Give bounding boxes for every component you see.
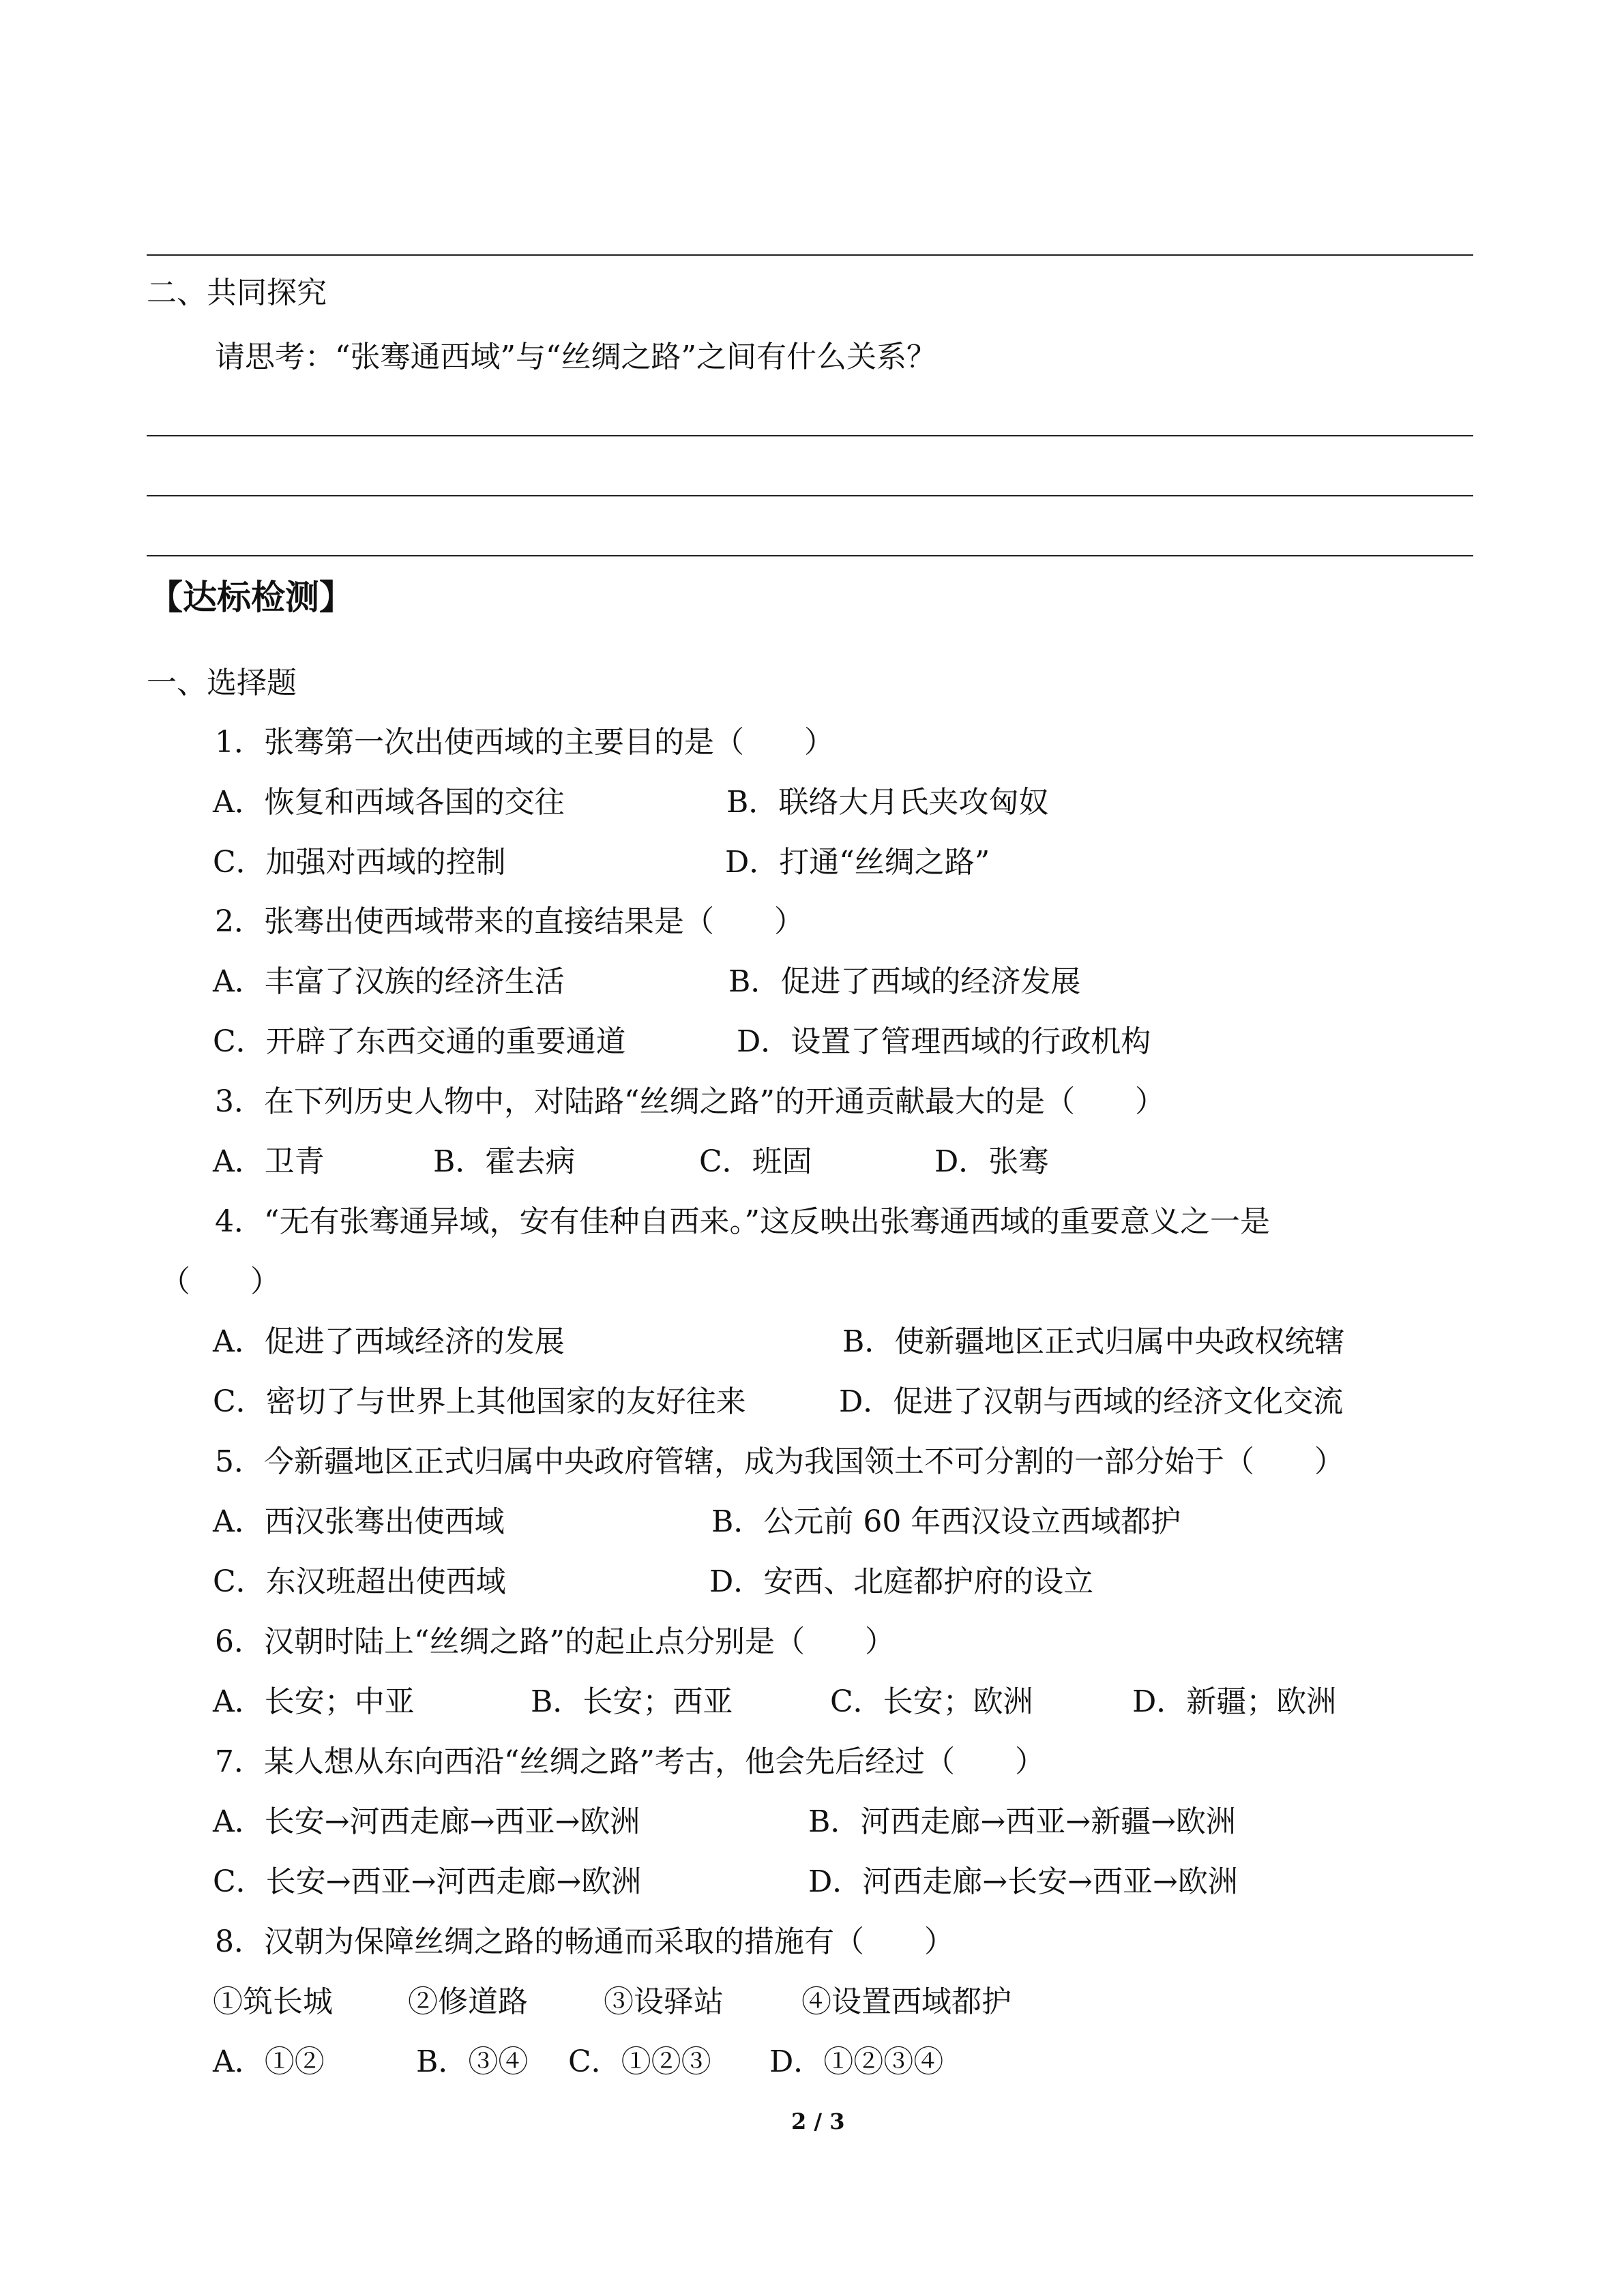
option: A．丰富了汉族的经济生活 [213, 964, 565, 999]
option: B．促进了西域的经济发展 [728, 964, 1081, 999]
question-stem: 1．张骞第一次出使西域的主要目的是（ ） [215, 725, 834, 760]
answer-line [147, 555, 1473, 556]
option: B．联络大月氏夹攻匈奴 [726, 785, 1049, 820]
question-stem: 7．某人想从东向西沿“丝绸之路”考古，他会先后经过（ ） [215, 1744, 1045, 1779]
measure-item: ④设置西域都护 [801, 1984, 1012, 2019]
answer-line [147, 254, 1473, 256]
question-stem: 4．“无有张骞通异域，安有佳种自西来。”这反映出张骞通西域的重要意义之一是 [215, 1204, 1270, 1239]
check-heading: 【达标检测】 [149, 578, 353, 617]
question-stem-continued: （ ） [160, 1264, 280, 1299]
question-stem: 5．今新疆地区正式归属中央政府管辖，成为我国领土不可分割的一部分始于（ ） [215, 1444, 1344, 1479]
option: D．打通“丝绸之路” [725, 845, 990, 880]
answer-line [147, 435, 1473, 436]
option: D．①②③④ [769, 2044, 944, 2079]
option: D．河西走廊→长安→西亚→欧洲 [808, 1864, 1238, 1899]
part-title: 一、选择题 [147, 666, 297, 700]
option: A．恢复和西域各国的交往 [213, 785, 565, 820]
option: D．设置了管理西域的行政机构 [737, 1024, 1151, 1059]
question-stem: 3．在下列历史人物中，对陆路“丝绸之路”的开通贡献最大的是（ ） [215, 1084, 1165, 1119]
option: D．促进了汉朝与西域的经济文化交流 [839, 1384, 1344, 1419]
option: B．③④ [416, 2044, 529, 2079]
option: D．新疆；欧洲 [1132, 1684, 1337, 1719]
question-stem: 6．汉朝时陆上“丝绸之路”的起止点分别是（ ） [215, 1624, 895, 1659]
option: A．长安；中亚 [213, 1684, 415, 1719]
option: C．①②③ [568, 2044, 711, 2079]
discussion-prompt: 请思考：“张骞通西域”与“丝绸之路”之间有什么关系？ [215, 340, 936, 374]
question-stem: 8．汉朝为保障丝绸之路的畅通而采取的措施有（ ） [215, 1924, 954, 1959]
page-number: 2 / 3 [791, 2108, 845, 2134]
option: B．霍去病 [433, 1144, 576, 1179]
option: A．①② [213, 2044, 325, 2079]
option: B．公元前 60 年西汉设立西域都护 [711, 1504, 1181, 1539]
question-stem: 2．张骞出使西域带来的直接结果是（ ） [215, 904, 804, 939]
option: B．使新疆地区正式归属中央政权统辖 [842, 1324, 1345, 1359]
option: C．长安；欧洲 [830, 1684, 1033, 1719]
option: A．长安→河西走廊→西亚→欧洲 [213, 1804, 640, 1839]
measure-item: ①筑长城 [213, 1984, 333, 2019]
option: C．开辟了东西交通的重要通道 [213, 1024, 626, 1059]
option: B．长安；西亚 [531, 1684, 733, 1719]
option: A．卫青 [213, 1144, 325, 1179]
option: A．促进了西域经济的发展 [213, 1324, 565, 1359]
section-title: 二、共同探究 [147, 275, 327, 310]
option: B．河西走廊→西亚→新疆→欧洲 [808, 1804, 1236, 1839]
option: C．东汉班超出使西域 [213, 1564, 506, 1599]
option: D．安西、北庭都护府的设立 [709, 1564, 1094, 1599]
option: A．西汉张骞出使西域 [213, 1504, 505, 1539]
answer-line [147, 495, 1473, 496]
option: D．张骞 [934, 1144, 1049, 1179]
option: C．加强对西域的控制 [213, 845, 506, 880]
option: C．密切了与世界上其他国家的友好往来 [213, 1384, 746, 1419]
option: C．长安→西亚→河西走廊→欧洲 [213, 1864, 642, 1899]
option: C．班固 [699, 1144, 812, 1179]
measure-item: ②修道路 [408, 1984, 528, 2019]
measure-item: ③设驿站 [604, 1984, 724, 2019]
